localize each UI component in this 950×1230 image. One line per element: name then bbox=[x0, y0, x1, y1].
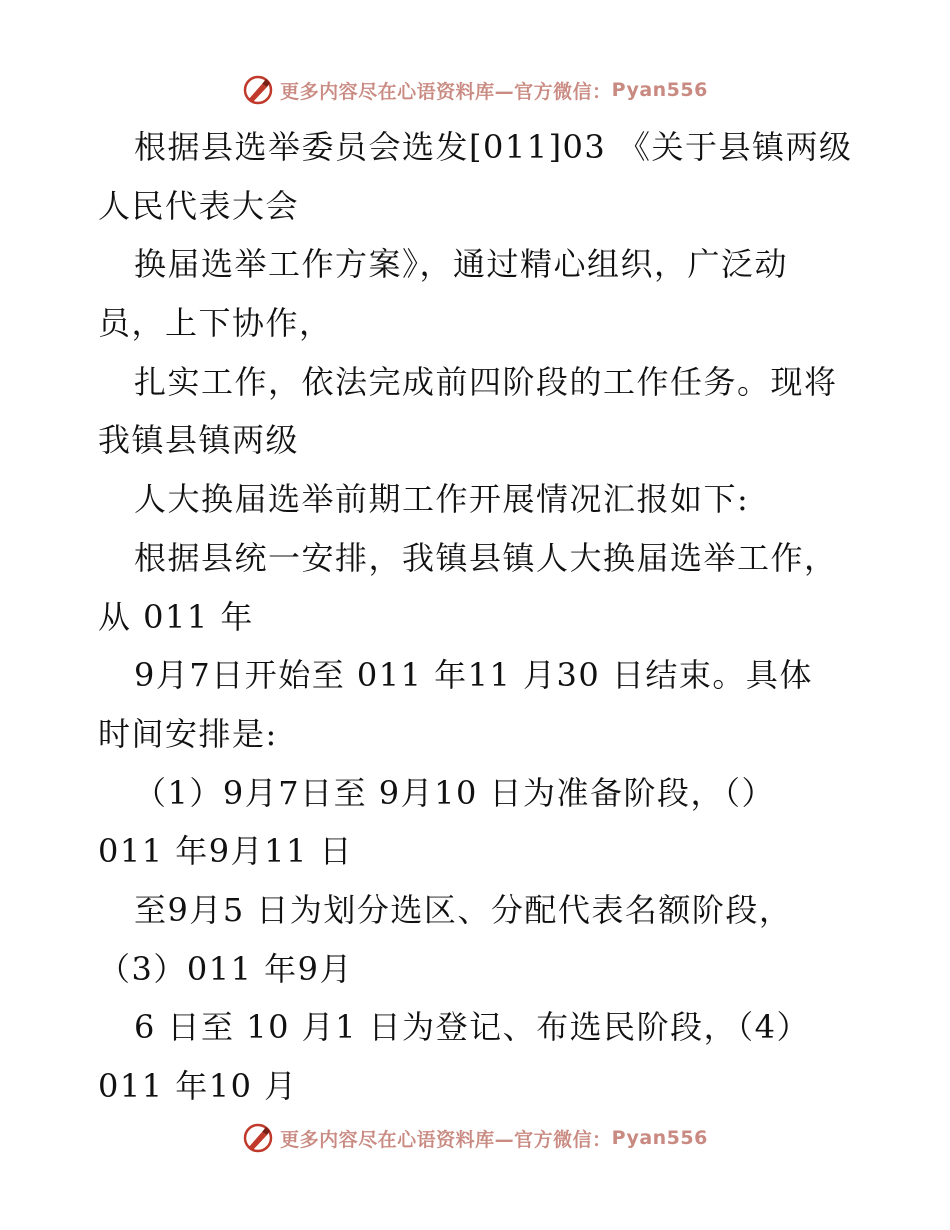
text-line: 人民代表大会 bbox=[98, 186, 300, 225]
text-line: 9月7日开始至 011 年11 月30 日结束。具体 bbox=[134, 656, 813, 695]
text-line: 人大换届选举前期工作开展情况汇报如下: bbox=[134, 480, 750, 519]
text-line: 011 年9月11 日 bbox=[98, 832, 354, 871]
banner-text: 更多内容尽在心语资料库—官方微信： bbox=[280, 1128, 612, 1151]
text-line: （3）011 年9月 bbox=[98, 949, 353, 988]
pen-nib-logo-icon bbox=[242, 1122, 274, 1154]
text-line: 扎实工作，依法完成前四阶段的工作任务。现将 bbox=[134, 362, 838, 401]
header-banner bbox=[0, 70, 950, 110]
text-line: 员，上下协作， bbox=[98, 304, 333, 343]
document-body bbox=[98, 118, 858, 1116]
text-line: 我镇县镇两级 bbox=[98, 421, 300, 460]
banner-wechat-id: Pyan556 bbox=[611, 1127, 708, 1149]
text-line: （1）9月7日至 9月10 日为准备阶段，（） bbox=[134, 773, 776, 812]
text-line: 6 日至 10 月1 日为登记、布选民阶段，（4） bbox=[134, 1008, 810, 1047]
pen-nib-logo-icon bbox=[242, 74, 274, 106]
text-line: 根据县选举委员会选发[011]03 《关于县镇两级 bbox=[134, 128, 853, 166]
text-line: 时间安排是: bbox=[98, 714, 278, 753]
banner-text: 更多内容尽在心语资料库—官方微信： bbox=[280, 80, 612, 103]
banner-wechat-id: Pyan556 bbox=[611, 79, 708, 101]
text-line: 从 011 年 bbox=[98, 597, 254, 636]
footer-banner bbox=[0, 1118, 950, 1158]
text-line: 根据县统一安排，我镇县镇人大换届选举工作， bbox=[134, 538, 838, 577]
text-line: 至9月5 日为划分选区、分配代表名额阶段， bbox=[134, 890, 793, 929]
text-line: 换届选举工作方案》，通过精心组织，广泛动 bbox=[134, 245, 789, 284]
text-line: 011 年10 月 bbox=[98, 1067, 298, 1105]
